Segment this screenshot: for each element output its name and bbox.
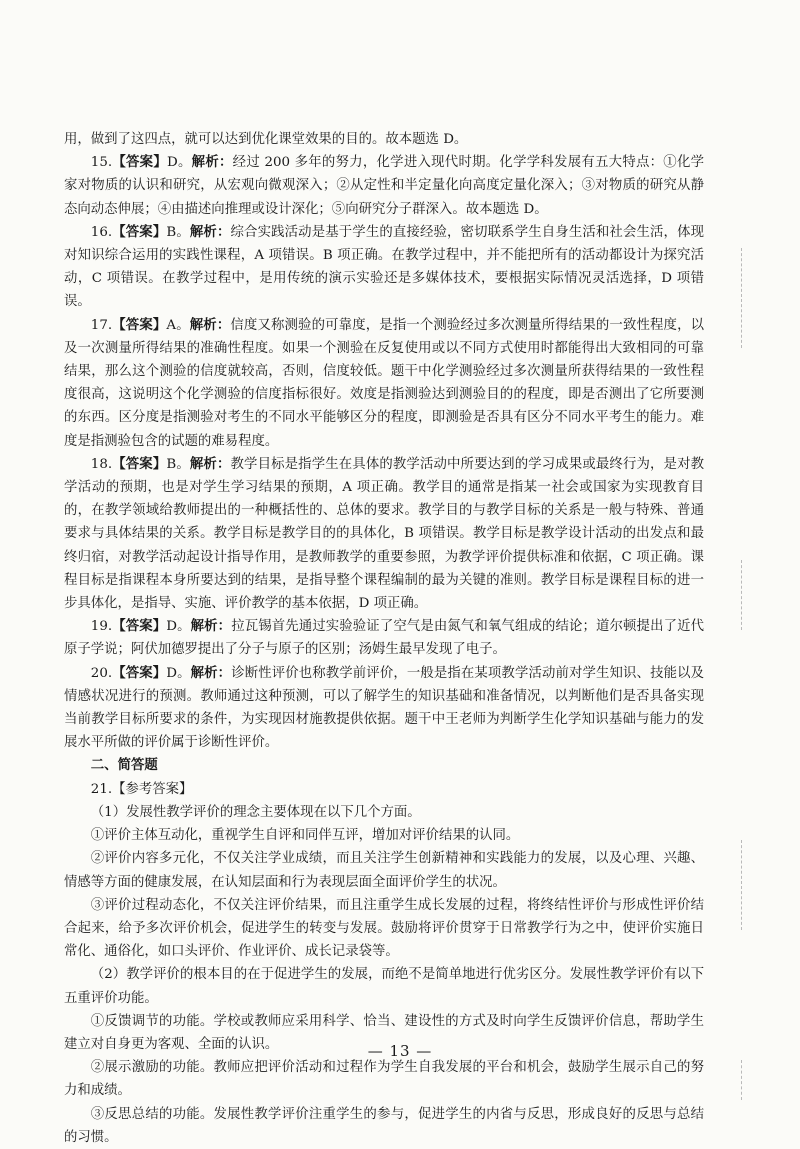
q21-para-5: （2）教学评价的根本目的在于促进学生的发展，而绝不是简单地进行优劣区分。发展性教学评价有以下五重评价功能。	[64, 967, 704, 1006]
q21-para-8: ③反思总结的功能。发展性教学评价注重学生的参与，促进学生的内省与反思，形成良好的反思与总结的习惯。	[64, 1106, 704, 1145]
page-edge-mark-upper	[741, 248, 742, 348]
q21-para-4: ③评价过程动态化，不仅关注评价结果，而且注重学生成长发展的过程，将终结性评价与形成性评价结合起来，给予多次评价机会，促进学生的转变与发展。鼓励将评价贯穿于日常教学行为之中，使评价实施日常化、通俗化，如口头评价、作业评价、成长记录袋等。	[64, 897, 704, 960]
intro-line: 用，做到了这四点，就可以达到优化课堂效果的目的。故本题选 D。	[64, 132, 468, 147]
page-edge-mark-middle	[741, 560, 742, 630]
answer-16: 16.【答案】B。解析：综合实践活动是基于学生的直接经验，密切联系学生自身生活和社会生活，体现对知识综合运用的实践性课程，A 项错误。B 项正确。在教学过程中，并不能把所有的活动都设计为探究活动，C 项错误。在教学过程中，是用传统的演示实验还是多媒体技术，要根据实际情况灵活选择，D 项错误。	[64, 223, 705, 310]
page-edge-mark-bottom	[741, 1060, 742, 1100]
question-21-label: 21.【参考答案】	[90, 781, 193, 797]
page-edge-mark-lower	[741, 840, 742, 930]
q21-para-1: （1）发展性教学评价的理念主要体现在以下几个方面。	[90, 804, 421, 820]
q21-para-2: ①评价主体互动化，重视学生自评和同伴互评，增加对评价结果的认同。	[90, 828, 520, 844]
document-page	[64, 128, 704, 1149]
page-number: — 13 —	[367, 1042, 433, 1060]
answer-15: 15.【答案】D。解析：经过 200 多年的努力，化学进入现代时期。化学学科发展有五大特点：①化学家对物质的认识和研究，从宏观向微观深入；②从定性和半定量化向高度定量化深入；③对物质的研究从静态向动态伸展；④由描述向推理或设计深化；⑤向研究分子群深入。故本题选 D。	[64, 154, 705, 217]
answer-19: 19.【答案】D。解析：拉瓦锡首先通过实验验证了空气是由氮气和氧气组成的结论；道尔顿提出了近代原子学说；阿伏加德罗提出了分子与原子的区别；汤姆生最早发现了电子。	[64, 618, 704, 658]
answer-17: 17.【答案】A。解析：信度又称测验的可靠度，是指一个测验经过多次测量所得结果的一致性程度，以及一次测量所得结果的准确性程度。如果一个测验在反复使用或以不同方式使用时都能得出大致相同的可靠结果，那么这个测验的信度就较高，否则，信度较低。题干中化学测验经过多次测量所获得结果的一致性程度很高，这说明这个化学测验的信度指标很好。效度是指测验达到测验目的的程度，即是否测出了它所要测的东西。区分度是指测验对考生的不同水平能够区分的程度，即测验是否具有区分不同水平考生的能力。难度是指测验包含的试题的难易程度。	[64, 316, 705, 449]
section-title: 二、简答题	[90, 757, 158, 774]
q21-para-3: ②评价内容多元化，不仅关注学业成绩，而且关注学生创新精神和实践能力的发展，以及心理、兴趣、情感等方面的健康发展，在认知层面和行为表现层面全面评价学生的状况。	[64, 851, 704, 890]
answer-18: 18.【答案】B。解析：教学目标是指学生在具体的教学活动中所要达到的学习成果或最终行为，是对教学活动的预期，也是对学生学习结果的预期，A 项正确。教学目的通常是指某一社会或国家为实现教育目的，在教学领域给教师提出的一种概括性的、总体的要求。教学目的与教学目标的关系是一般与特殊、普通要求与具体结果的关系。教学目标是教学目的的具体化，B 项错误。教学目标是教学设计活动的出发点和最终归宿，对教学活动起设计指导作用，是教师教学的重要参照，为教学评价提供标准和依据，C 项正确。课程目标是指课程本身所要达到的结果，是指导整个课程编制的最为关键的准则。教学目标是课程目标的进一步具体化，是指导、实施、评价教学的基本依据，D 项正确。	[64, 455, 705, 612]
answer-20: 20.【答案】D。解析：诊断性评价也称教学前评价，一般是指在某项教学活动前对学生知识、技能以及情感状况进行的预测。教师通过这种预测，可以了解学生的知识基础和准备情况，以判断他们是否具备实现当前教学目标所要求的条件，为实现因材施教提供依据。题干中王老师为判断学生化学知识基础与能力的发展水平所做的评价属于诊断性评价。	[64, 664, 704, 751]
q21-para-6: ①反馈调节的功能。学校或教师应采用科学、恰当、建设性的方式及时向学生反馈评价信息，帮助学生建立对自身更为客观、全面的认识。	[64, 1013, 704, 1052]
q21-para-7: ②展示激励的功能。教师应把评价活动和过程作为学生自我发展的平台和机会，鼓励学生展示自己的努力和成绩。	[64, 1060, 704, 1099]
